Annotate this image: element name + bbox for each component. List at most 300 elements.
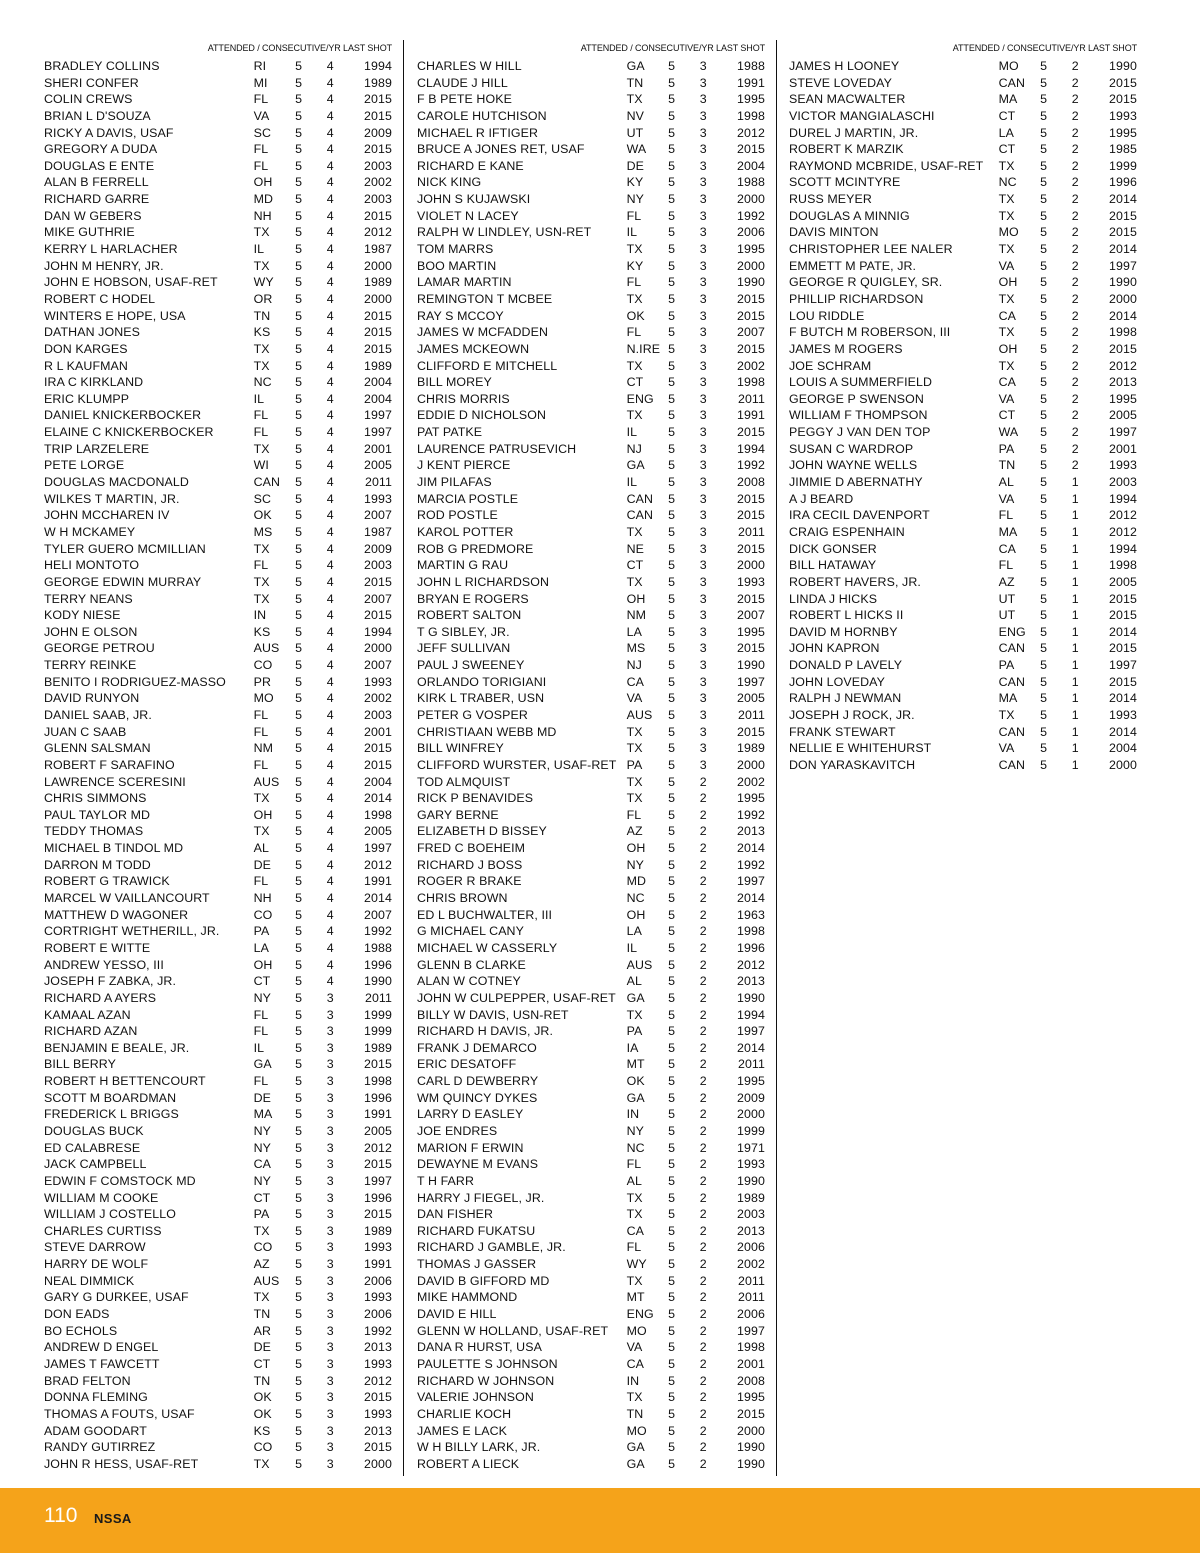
year-last-shot: 2014 bbox=[1109, 724, 1137, 739]
attended: 5 bbox=[295, 1157, 303, 1172]
state: MT bbox=[626, 1290, 645, 1305]
consecutive: 1 bbox=[1071, 624, 1079, 639]
attended: 5 bbox=[668, 441, 676, 456]
attended: 5 bbox=[295, 1406, 303, 1421]
year-last-shot: 1989 bbox=[364, 75, 392, 90]
state: UT bbox=[998, 591, 1016, 606]
year-last-shot: 1996 bbox=[364, 957, 392, 972]
state: MO bbox=[998, 225, 1019, 240]
shooter-name: ROBERT A LIECK bbox=[417, 1456, 520, 1471]
table-row bbox=[415, 1173, 769, 1190]
year-last-shot: 1999 bbox=[364, 1007, 392, 1022]
table-row bbox=[787, 557, 1141, 574]
year-last-shot: 2015 bbox=[1109, 92, 1137, 107]
consecutive: 4 bbox=[326, 841, 334, 856]
state: TX bbox=[626, 1207, 643, 1222]
year-last-shot: 1997 bbox=[364, 425, 392, 440]
attended: 5 bbox=[668, 541, 676, 556]
table-row bbox=[415, 990, 769, 1007]
state: MT bbox=[626, 1057, 645, 1072]
attended: 5 bbox=[295, 1340, 303, 1355]
shooter-name: PAUL J SWEENEY bbox=[417, 658, 525, 673]
shooter-name: RICHARD J BOSS bbox=[417, 857, 523, 872]
attended: 5 bbox=[668, 940, 676, 955]
shooter-name: BRAD FELTON bbox=[44, 1373, 131, 1388]
consecutive: 3 bbox=[699, 558, 707, 573]
table-row bbox=[415, 923, 769, 940]
shooter-name: TERRY NEANS bbox=[44, 591, 133, 606]
year-last-shot: 1990 bbox=[737, 658, 765, 673]
shooter-name: CLAUDE J HILL bbox=[417, 75, 508, 90]
consecutive: 3 bbox=[326, 1440, 334, 1455]
state: FL bbox=[626, 208, 642, 223]
state: IA bbox=[626, 1040, 639, 1055]
table-row bbox=[42, 507, 396, 524]
table-row bbox=[42, 957, 396, 974]
consecutive: 3 bbox=[699, 258, 707, 273]
attended: 5 bbox=[295, 1040, 303, 1055]
state: PA bbox=[998, 658, 1015, 673]
state: TX bbox=[626, 524, 643, 539]
year-last-shot: 2011 bbox=[737, 1273, 765, 1288]
state: CA bbox=[626, 674, 645, 689]
year-last-shot: 1991 bbox=[737, 75, 765, 90]
year-last-shot: 1991 bbox=[364, 874, 392, 889]
attended: 5 bbox=[1040, 591, 1048, 606]
consecutive: 4 bbox=[326, 558, 334, 573]
state: AZ bbox=[626, 824, 643, 839]
shooter-name: ROB G PREDMORE bbox=[417, 541, 534, 556]
column-header: ATTENDED / CONSECUTIVE/YR LAST SHOT bbox=[207, 43, 392, 53]
attended: 5 bbox=[1040, 458, 1048, 473]
table-row bbox=[415, 58, 769, 75]
consecutive: 3 bbox=[699, 624, 707, 639]
table-row bbox=[787, 757, 1141, 774]
table-row bbox=[42, 1173, 396, 1190]
state: TX bbox=[998, 291, 1015, 306]
year-last-shot: 2015 bbox=[1109, 674, 1137, 689]
table-row bbox=[415, 174, 769, 191]
table-row bbox=[42, 141, 396, 158]
year-last-shot: 2000 bbox=[364, 1456, 392, 1471]
attended: 5 bbox=[1040, 258, 1048, 273]
table-row bbox=[42, 241, 396, 258]
shooter-name: WILLIAM J COSTELLO bbox=[44, 1207, 176, 1222]
attended: 5 bbox=[668, 1406, 676, 1421]
attended: 5 bbox=[668, 458, 676, 473]
state: FL bbox=[253, 558, 269, 573]
organization-name: NSSA bbox=[94, 1511, 132, 1526]
attended: 5 bbox=[295, 1356, 303, 1371]
year-last-shot: 2009 bbox=[364, 541, 392, 556]
state: OH bbox=[253, 807, 273, 822]
attended: 5 bbox=[295, 541, 303, 556]
table-row bbox=[42, 1456, 396, 1473]
state: NC bbox=[626, 1140, 645, 1155]
year-last-shot: 2000 bbox=[364, 258, 392, 273]
shooter-name: MICHAEL W CASSERLY bbox=[417, 940, 558, 955]
state: CAN bbox=[998, 757, 1026, 772]
consecutive: 3 bbox=[699, 92, 707, 107]
attended: 5 bbox=[295, 208, 303, 223]
shooter-name: BO ECHOLS bbox=[44, 1323, 118, 1338]
attended: 5 bbox=[668, 1223, 676, 1238]
state: MI bbox=[253, 75, 268, 90]
consecutive: 4 bbox=[326, 791, 334, 806]
table-row bbox=[787, 524, 1141, 541]
consecutive: 2 bbox=[699, 1223, 707, 1238]
consecutive: 2 bbox=[699, 907, 707, 922]
table-row bbox=[415, 823, 769, 840]
state: MA bbox=[253, 1107, 273, 1122]
year-last-shot: 2000 bbox=[737, 1423, 765, 1438]
state: MA bbox=[998, 691, 1018, 706]
consecutive: 3 bbox=[326, 1124, 334, 1138]
state: AUS bbox=[253, 1273, 280, 1288]
year-last-shot: 2007 bbox=[364, 508, 392, 523]
consecutive: 3 bbox=[699, 175, 707, 190]
year-last-shot: 1993 bbox=[737, 574, 765, 589]
state: OK bbox=[626, 308, 645, 323]
attended: 5 bbox=[1040, 624, 1048, 639]
attended: 5 bbox=[668, 691, 676, 706]
state: NE bbox=[626, 541, 645, 556]
consecutive: 4 bbox=[326, 508, 334, 523]
state: FL bbox=[998, 558, 1014, 573]
table-row bbox=[415, 1289, 769, 1306]
shooter-name: BENITO I RODRIGUEZ-MASSO bbox=[44, 674, 226, 689]
shooter-name: RANDY GUTIRREZ bbox=[44, 1440, 156, 1455]
table-row bbox=[42, 1239, 396, 1256]
shooter-name: RICHARD AZAN bbox=[44, 1024, 138, 1039]
consecutive: 2 bbox=[699, 1390, 707, 1405]
consecutive: 4 bbox=[326, 541, 334, 556]
roster-column-2 bbox=[415, 40, 769, 1476]
table-row bbox=[415, 241, 769, 258]
attended: 5 bbox=[668, 1090, 676, 1105]
year-last-shot: 1995 bbox=[737, 242, 765, 257]
shooter-name: LOU RIDDLE bbox=[789, 308, 865, 323]
attended: 5 bbox=[668, 707, 676, 722]
shooter-name: BILLY W DAVIS, USN-RET bbox=[417, 1007, 569, 1022]
consecutive: 2 bbox=[1071, 92, 1079, 107]
state: MS bbox=[626, 641, 646, 656]
table-row bbox=[787, 241, 1141, 258]
table-row bbox=[42, 308, 396, 325]
consecutive: 2 bbox=[699, 824, 707, 839]
table-row bbox=[787, 407, 1141, 424]
consecutive: 2 bbox=[1071, 291, 1079, 306]
table-row bbox=[42, 674, 396, 691]
consecutive: 2 bbox=[1071, 325, 1079, 340]
consecutive: 4 bbox=[326, 824, 334, 839]
shooter-name: SCOTT M BOARDMAN bbox=[44, 1090, 177, 1105]
state: GA bbox=[626, 59, 645, 73]
table-row bbox=[415, 1273, 769, 1290]
table-row bbox=[415, 258, 769, 275]
table-row bbox=[415, 1339, 769, 1356]
consecutive: 3 bbox=[699, 192, 707, 207]
shooter-name: GEORGE PETROU bbox=[44, 641, 155, 656]
consecutive: 1 bbox=[1071, 641, 1079, 656]
table-row bbox=[42, 407, 396, 424]
shooter-name: WM QUINCY DYKES bbox=[417, 1090, 538, 1105]
table-row bbox=[787, 91, 1141, 108]
attended: 5 bbox=[668, 857, 676, 872]
attended: 5 bbox=[668, 425, 676, 440]
state: MS bbox=[253, 524, 273, 539]
attended: 5 bbox=[668, 574, 676, 589]
table-row bbox=[787, 707, 1141, 724]
attended: 5 bbox=[668, 1456, 676, 1471]
year-last-shot: 1989 bbox=[364, 275, 392, 290]
attended: 5 bbox=[295, 1290, 303, 1305]
attended: 5 bbox=[295, 1257, 303, 1272]
attended: 5 bbox=[295, 491, 303, 506]
year-last-shot: 1990 bbox=[737, 1456, 765, 1471]
table-row bbox=[787, 58, 1141, 75]
table-row bbox=[415, 125, 769, 142]
table-row bbox=[42, 1023, 396, 1040]
table-row bbox=[415, 1040, 769, 1057]
year-last-shot: 2015 bbox=[1109, 591, 1137, 606]
consecutive: 2 bbox=[1071, 125, 1079, 140]
state: OK bbox=[626, 1074, 645, 1089]
year-last-shot: 1995 bbox=[737, 624, 765, 639]
table-row bbox=[415, 790, 769, 807]
year-last-shot: 1992 bbox=[737, 208, 765, 223]
state: KY bbox=[626, 258, 644, 273]
table-row bbox=[42, 324, 396, 341]
attended: 5 bbox=[295, 974, 303, 989]
year-last-shot: 1993 bbox=[1109, 458, 1137, 473]
consecutive: 2 bbox=[1071, 158, 1079, 173]
year-last-shot: 2012 bbox=[364, 857, 392, 872]
attended: 5 bbox=[668, 807, 676, 822]
consecutive: 2 bbox=[699, 1307, 707, 1322]
state: TX bbox=[998, 358, 1015, 373]
consecutive: 2 bbox=[699, 957, 707, 972]
shooter-name: BILL HATAWAY bbox=[789, 558, 877, 573]
state: IL bbox=[626, 475, 638, 490]
year-last-shot: 2003 bbox=[364, 192, 392, 207]
year-last-shot: 1994 bbox=[1109, 541, 1137, 556]
consecutive: 3 bbox=[699, 358, 707, 373]
consecutive: 1 bbox=[1071, 608, 1079, 623]
consecutive: 2 bbox=[1071, 358, 1079, 373]
consecutive: 4 bbox=[326, 391, 334, 406]
consecutive: 2 bbox=[699, 841, 707, 856]
state: TX bbox=[253, 591, 270, 606]
consecutive: 2 bbox=[1071, 275, 1079, 290]
shooter-name: DANIEL KNICKERBOCKER bbox=[44, 408, 202, 423]
table-row bbox=[42, 125, 396, 142]
attended: 5 bbox=[668, 291, 676, 306]
attended: 5 bbox=[295, 558, 303, 573]
state: AL bbox=[626, 974, 642, 989]
attended: 5 bbox=[295, 724, 303, 739]
attended: 5 bbox=[1040, 741, 1048, 756]
year-last-shot: 1989 bbox=[364, 358, 392, 373]
shooter-name: ALAN W COTNEY bbox=[417, 974, 521, 989]
consecutive: 3 bbox=[326, 1257, 334, 1272]
shooter-name: MARION F ERWIN bbox=[417, 1140, 524, 1155]
consecutive: 2 bbox=[699, 1040, 707, 1055]
consecutive: 2 bbox=[1071, 225, 1079, 240]
year-last-shot: 2011 bbox=[737, 707, 765, 722]
shooter-name: ROBERT E WITTE bbox=[44, 940, 151, 955]
consecutive: 3 bbox=[699, 308, 707, 323]
consecutive: 2 bbox=[699, 1323, 707, 1338]
consecutive: 3 bbox=[699, 325, 707, 340]
attended: 5 bbox=[295, 841, 303, 856]
shooter-name: MICHAEL B TINDOL MD bbox=[44, 841, 184, 856]
shooter-name: GEORGE EDWIN MURRAY bbox=[44, 574, 202, 589]
shooter-name: EMMETT M PATE, JR. bbox=[789, 258, 917, 273]
consecutive: 4 bbox=[326, 142, 334, 157]
attended: 5 bbox=[295, 1373, 303, 1388]
year-last-shot: 2005 bbox=[1109, 574, 1137, 589]
consecutive: 2 bbox=[699, 874, 707, 889]
table-row bbox=[415, 1140, 769, 1157]
year-last-shot: 2014 bbox=[737, 841, 765, 856]
consecutive: 4 bbox=[326, 408, 334, 423]
shooter-name: JOHN M HENRY, JR. bbox=[44, 258, 164, 273]
consecutive: 1 bbox=[1071, 491, 1079, 506]
attended: 5 bbox=[295, 774, 303, 789]
year-last-shot: 2009 bbox=[364, 125, 392, 140]
shooter-name: RALPH J NEWMAN bbox=[789, 691, 902, 706]
state: TX bbox=[626, 408, 643, 423]
state: TX bbox=[998, 707, 1015, 722]
state: AUS bbox=[626, 957, 653, 972]
table-row bbox=[415, 291, 769, 308]
attended: 5 bbox=[668, 475, 676, 490]
table-row bbox=[787, 391, 1141, 408]
year-last-shot: 1991 bbox=[364, 1257, 392, 1272]
shooter-name: JOHN E OLSON bbox=[44, 624, 138, 639]
table-row bbox=[42, 391, 396, 408]
shooter-name: RICHARD E KANE bbox=[417, 158, 524, 173]
consecutive: 1 bbox=[1071, 475, 1079, 490]
state: TN bbox=[253, 1373, 271, 1388]
state: MD bbox=[626, 874, 647, 889]
table-row bbox=[787, 674, 1141, 691]
state: NV bbox=[626, 108, 645, 123]
year-last-shot: 2011 bbox=[737, 1290, 765, 1305]
shooter-name: T G SIBLEY, JR. bbox=[417, 624, 510, 639]
year-last-shot: 1998 bbox=[737, 375, 765, 390]
shooter-name: ELAINE C KNICKERBOCKER bbox=[44, 425, 214, 440]
attended: 5 bbox=[668, 824, 676, 839]
table-row bbox=[415, 724, 769, 741]
attended: 5 bbox=[295, 1074, 303, 1089]
attended: 5 bbox=[295, 258, 303, 273]
state: TX bbox=[626, 574, 643, 589]
shooter-name: TEDDY THOMAS bbox=[44, 824, 144, 839]
state: GA bbox=[626, 458, 645, 473]
consecutive: 2 bbox=[699, 924, 707, 939]
year-last-shot: 2015 bbox=[1109, 208, 1137, 223]
year-last-shot: 2002 bbox=[737, 1257, 765, 1272]
consecutive: 3 bbox=[326, 1090, 334, 1105]
attended: 5 bbox=[1040, 358, 1048, 373]
consecutive: 4 bbox=[326, 757, 334, 772]
state: OH bbox=[253, 175, 273, 190]
shooter-name: KAMAAL AZAN bbox=[44, 1007, 131, 1022]
table-row bbox=[415, 557, 769, 574]
year-last-shot: 1990 bbox=[1109, 275, 1137, 290]
state: DE bbox=[253, 1090, 272, 1105]
consecutive: 2 bbox=[699, 1074, 707, 1089]
attended: 5 bbox=[295, 874, 303, 889]
state: CA bbox=[998, 375, 1017, 390]
consecutive: 3 bbox=[326, 990, 334, 1005]
year-last-shot: 1998 bbox=[1109, 558, 1137, 573]
table-row bbox=[42, 624, 396, 641]
table-row bbox=[415, 1023, 769, 1040]
year-last-shot: 2014 bbox=[1109, 691, 1137, 706]
shooter-name: DAN W GEBERS bbox=[44, 208, 142, 223]
table-row bbox=[42, 1389, 396, 1406]
year-last-shot: 2006 bbox=[737, 225, 765, 240]
attended: 5 bbox=[295, 957, 303, 972]
shooter-name: CHARLES CURTISS bbox=[44, 1223, 162, 1238]
attended: 5 bbox=[1040, 425, 1048, 440]
shooter-name: J KENT PIERCE bbox=[417, 458, 511, 473]
table-row bbox=[42, 1289, 396, 1306]
consecutive: 4 bbox=[326, 891, 334, 906]
consecutive: 3 bbox=[326, 1074, 334, 1089]
consecutive: 3 bbox=[326, 1207, 334, 1222]
shooter-name: JOHN WAYNE WELLS bbox=[789, 458, 918, 473]
attended: 5 bbox=[295, 608, 303, 623]
shooter-name: IRA CECIL DAVENPORT bbox=[789, 508, 930, 523]
consecutive: 4 bbox=[326, 857, 334, 872]
state: GA bbox=[626, 1440, 645, 1455]
attended: 5 bbox=[668, 1140, 676, 1155]
state: FL bbox=[253, 158, 269, 173]
consecutive: 3 bbox=[699, 242, 707, 257]
attended: 5 bbox=[1040, 674, 1048, 689]
state: IL bbox=[253, 391, 265, 406]
attended: 5 bbox=[295, 1223, 303, 1238]
year-last-shot: 2005 bbox=[737, 691, 765, 706]
year-last-shot: 1991 bbox=[737, 408, 765, 423]
state: FL bbox=[253, 1074, 269, 1089]
attended: 5 bbox=[668, 1390, 676, 1405]
consecutive: 2 bbox=[699, 1356, 707, 1371]
year-last-shot: 1988 bbox=[364, 940, 392, 955]
year-last-shot: 2015 bbox=[1109, 341, 1137, 356]
table-row bbox=[42, 724, 396, 741]
attended: 5 bbox=[668, 1373, 676, 1388]
attended: 5 bbox=[1040, 375, 1048, 390]
attended: 5 bbox=[668, 1356, 676, 1371]
state: VA bbox=[998, 741, 1015, 756]
table-row bbox=[415, 740, 769, 757]
attended: 5 bbox=[668, 1323, 676, 1338]
shooter-name: MARTIN G RAU bbox=[417, 558, 509, 573]
shooter-name: CAROLE HUTCHISON bbox=[417, 108, 547, 123]
state: IL bbox=[626, 425, 638, 440]
shooter-name: BENJAMIN E BEALE, JR. bbox=[44, 1040, 190, 1055]
roster-column-3 bbox=[787, 40, 1141, 1476]
year-last-shot: 1995 bbox=[737, 791, 765, 806]
table-row bbox=[415, 524, 769, 541]
table-row bbox=[42, 574, 396, 591]
consecutive: 2 bbox=[699, 1207, 707, 1222]
